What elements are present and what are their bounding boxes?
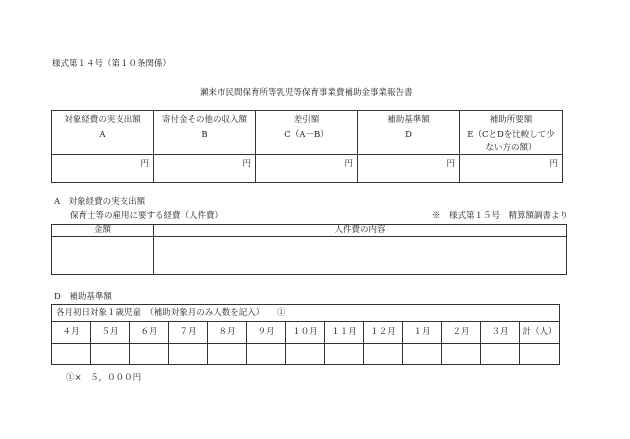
value-cell-b[interactable]: [154, 154, 256, 182]
month-count-cell[interactable]: [208, 344, 247, 365]
row-label: 各月初日対象１歳児童 （補助対象月のみ人数を記入） ①: [52, 305, 560, 322]
column-header-amount: 金額: [52, 225, 154, 237]
month-header: ６月: [130, 322, 169, 344]
header-standard-amount: [358, 111, 460, 155]
month-header: １月: [403, 322, 442, 344]
month-count-cell[interactable]: [169, 344, 208, 365]
month-count-cell[interactable]: [481, 344, 520, 365]
month-count-cell[interactable]: [442, 344, 481, 365]
header-donation-income-code: B: [201, 129, 208, 140]
value-cell-e[interactable]: [460, 154, 563, 182]
section-d-heading: D 補助基準額: [54, 292, 112, 302]
month-header: ８月: [208, 322, 247, 344]
form-number: 様式第１４号（第１０条関係）: [52, 59, 172, 69]
section-a-subheading: 保育士等の雇用に要する経費（人件費）: [70, 211, 224, 221]
header-actual-expense: [52, 111, 154, 155]
month-header: １２月: [364, 322, 403, 344]
personnel-expense-table: [51, 224, 567, 275]
month-header: １０月: [286, 322, 325, 344]
header-donation-income: [154, 111, 256, 155]
header-donation-income-label: 寄付金その他の収入額: [161, 115, 247, 125]
month-count-cell[interactable]: [286, 344, 325, 365]
unit-label: 円: [446, 158, 455, 169]
month-count-cell[interactable]: [130, 344, 169, 365]
month-header: ２月: [442, 322, 481, 344]
unit-label: 円: [549, 158, 558, 169]
unit-label: 円: [242, 158, 251, 169]
month-header: ９月: [247, 322, 286, 344]
month-count-cell[interactable]: [403, 344, 442, 365]
header-actual-expense-label: 対象経費の実支出額: [64, 115, 141, 125]
section-a-note: ※ 様式第１５号 精算額調書より: [432, 211, 569, 221]
month-header: １１月: [325, 322, 364, 344]
amount-cell[interactable]: [52, 236, 154, 274]
value-cell-a[interactable]: [52, 154, 154, 182]
header-difference-code: C（A－B）: [284, 129, 329, 140]
total-count-cell[interactable]: [520, 344, 560, 365]
unit-label: 円: [344, 158, 353, 169]
month-header: ７月: [169, 322, 208, 344]
month-count-cell[interactable]: [247, 344, 286, 365]
header-standard-amount-label: 補助基準額: [387, 115, 430, 125]
column-header-content: 人件費の内容: [154, 225, 567, 237]
month-header: ４月: [52, 322, 91, 344]
summary-table: [51, 110, 563, 183]
header-required-amount: [460, 111, 563, 155]
value-cell-d[interactable]: [358, 154, 460, 182]
header-required-amount-note: ない方の額）: [485, 143, 537, 154]
header-standard-amount-code: D: [405, 129, 412, 140]
monthly-children-table: [51, 304, 560, 365]
content-cell[interactable]: [154, 236, 567, 274]
header-difference: [256, 111, 358, 155]
month-count-cell[interactable]: [364, 344, 403, 365]
total-header: 計（人）: [520, 322, 560, 344]
formula-text: ①× ５，０００円: [66, 373, 142, 383]
month-count-cell[interactable]: [325, 344, 364, 365]
month-header: ５月: [91, 322, 130, 344]
month-header: ３月: [481, 322, 520, 344]
unit-label: 円: [140, 158, 149, 169]
header-required-amount-code: E（CとDを比較して少: [467, 129, 555, 140]
header-actual-expense-code: A: [99, 129, 106, 140]
document-title: 瀬来市民間保育所等乳児等保育事業費補助金事業報告書: [200, 88, 413, 98]
month-count-cell[interactable]: [52, 344, 91, 365]
section-a-heading: A 対象経費の実支出額: [54, 197, 146, 207]
header-difference-label: 差引額: [293, 115, 320, 125]
month-count-cell[interactable]: [91, 344, 130, 365]
value-cell-c[interactable]: [256, 154, 358, 182]
header-required-amount-label: 補助所要額: [489, 115, 533, 125]
